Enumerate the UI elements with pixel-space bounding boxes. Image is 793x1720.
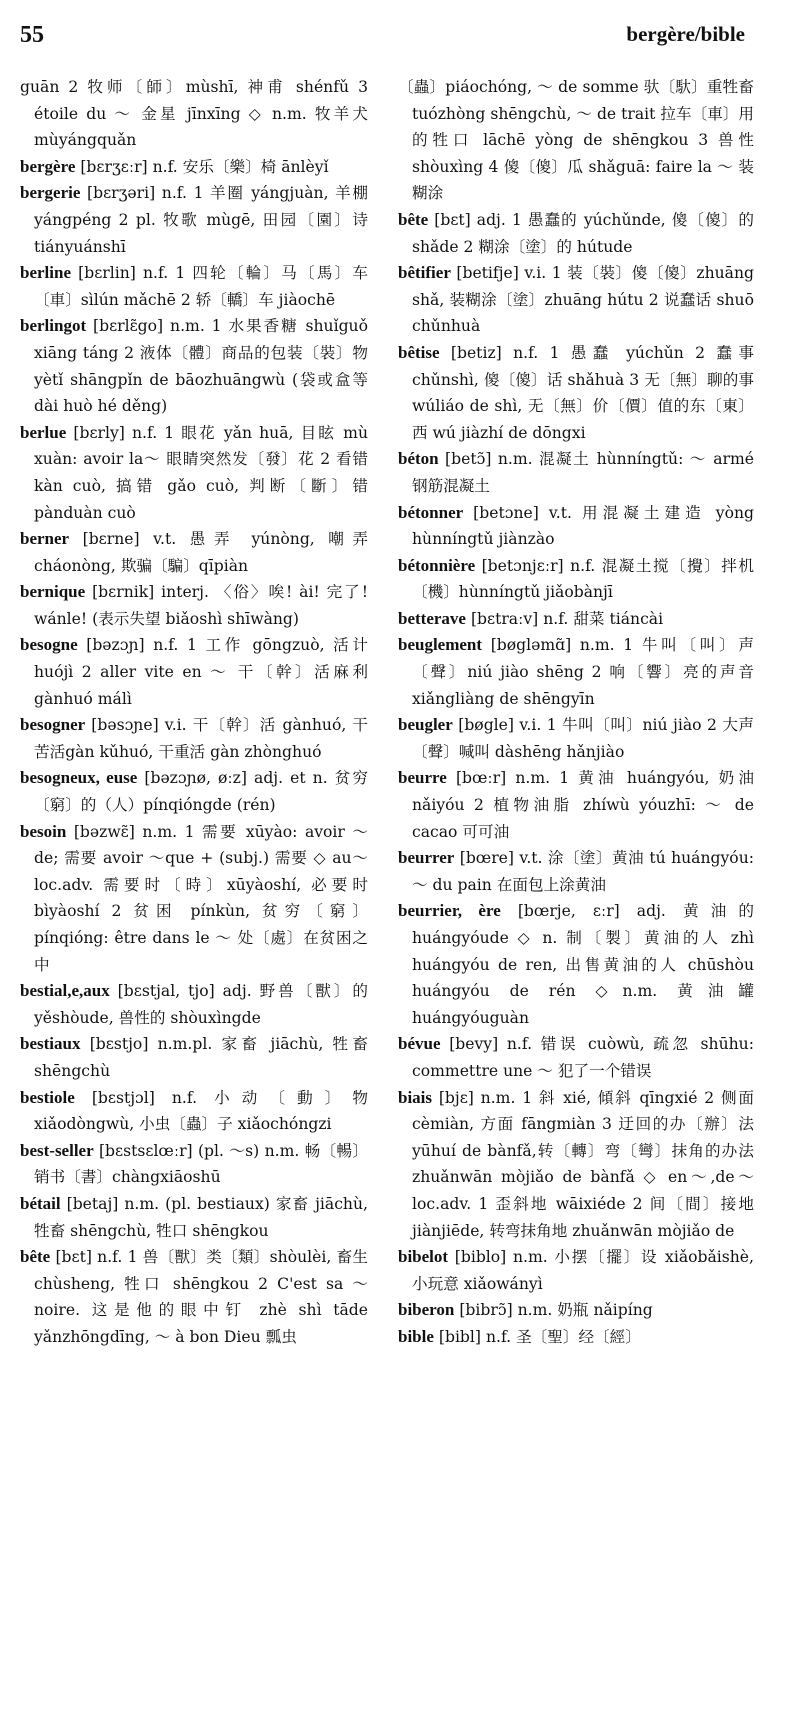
entry-definition: [bɛt] n.f. 1 兽〔獸〕类〔類〕shòulèi, 畜生 chùsheng, 牲口 shēngkou 2 C'est sa ～ noire. 这是他的眼中钉 zhè shì tāde yǎnzhōngdīng, ～ à bon Dieu 瓢虫: [34, 1248, 368, 1346]
headword: beurre: [398, 768, 447, 788]
dictionary-entry: [398, 1244, 754, 1297]
dictionary-entry: [398, 446, 754, 499]
headword: beugler: [398, 715, 453, 735]
dictionary-entry: [398, 712, 754, 765]
headword: best-seller: [20, 1140, 94, 1160]
dictionary-entry: [20, 632, 368, 712]
entry-definition: [bɛstjo] n.m.pl. 家畜 jiāchù, 牲畜 shēngchù: [34, 1035, 368, 1080]
dictionary-entry: [398, 500, 754, 553]
headword: besogne: [20, 635, 78, 655]
dictionary-entry: [398, 1297, 754, 1324]
dictionary-entry: [20, 154, 368, 181]
entry-definition: guān 2 牧师〔師〕mùshī, 神甫 shénfǔ 3 étoile du ～ 金星 jīnxīng ◇ n.m. 牧羊犬 mùyángquǎn: [20, 78, 368, 150]
dictionary-entry: [398, 340, 754, 446]
page-header: [0, 0, 793, 60]
dictionary-entry: [398, 207, 754, 260]
entry-definition: [bɛt] adj. 1 愚蠢的 yúchǔnde, 傻〔傻〕的 shǎde 2 糊涂〔塗〕的 hútude: [412, 210, 754, 256]
headword: bétonnière: [398, 555, 476, 575]
dictionary-entry: [20, 526, 368, 579]
dictionary-entry: [398, 553, 754, 606]
headword: bêtifier: [398, 263, 451, 283]
page-number: 55: [20, 22, 44, 48]
dictionary-entry: [20, 712, 368, 765]
entry-definition: [bœre] v.t. 涂〔塗〕黄油 tú huángyóu:～ du pain 在面包上涂黄油: [412, 849, 754, 894]
dictionary-entry: [20, 260, 368, 313]
entry-definition: [bɛrlɛ̃go] n.m. 1 水果香糖 shuǐguǒ xiāng táng 2 液体〔體〕商品的包装〔裝〕物 yètǐ shāngpǐn de bāozhuāngwù (袋或盒等 dài huò hé děng): [34, 317, 368, 416]
dictionary-entry: [398, 845, 754, 898]
entry-definition: [bɛrʒəri] n.f. 1 羊圈 yángjuàn, 羊棚 yángpéng 2 pl. 牧歌 mùgē, 田园〔園〕诗 tiányuánshī: [34, 184, 368, 256]
entry-definition: 〔蟲〕piáochóng, ～ de somme 驮〔馱〕重牲畜 tuózhòng shēngchù, ～ de trait 拉车〔車〕用的牲口 lāchē yòng de shēngkou 3 兽性 shòuxìng 4 傻〔傻〕瓜 shǎguā: faire la ～ 装糊涂: [398, 78, 754, 203]
headword: bible: [398, 1326, 434, 1346]
running-head: bergère/bible: [626, 22, 745, 46]
entry-definition: [bjɛ] n.m. 1 斜 xié, 傾斜 qīngxié 2 侧面 cèmiàn, 方面 fāngmiàn 3 迂回的办〔辦〕法 yūhuí de bànfǎ,转〔轉〕弯〔彎〕抹角的办法 zhuǎnwān mòjiǎo de bànfǎ ◇ en～,de～ loc.adv. 1 歪斜地 wāixiéde 2 间〔間〕接地 jiànjiēde, 转弯抹角地 zhuǎnwān mòjiǎo de: [412, 1088, 754, 1240]
entry-definition: [betiz] n.f. 1 愚蠢 yúchǔn 2 蠢事 chǔnshì, 傻〔傻〕话 shǎhuà 3 无〔無〕聊的事 wúliáo de shì, 无〔無〕价〔價〕值的东〔東〕西 wú jiàzhí de dōngxi: [412, 343, 754, 442]
headword: biberon: [398, 1300, 455, 1320]
entry-definition: [betɔne] v.t. 用混凝土建造 yòng hùnníngtǔ jiànzào: [412, 503, 754, 549]
headword: bétonner: [398, 502, 464, 522]
entry-definition: [bəzɔɲø, øːz] adj. et n. 贫穷〔窮〕的（人）pínqióngde (rén): [34, 769, 368, 815]
headword: bête: [20, 1247, 51, 1267]
dictionary-entry: [20, 978, 368, 1031]
dictionary-entry: [20, 313, 368, 419]
dictionary-entry: [398, 606, 754, 633]
headword: berlue: [20, 422, 67, 442]
entry-definition: [bəzwɛ̃] n.m. 1 需要 xūyào: avoir ～ de; 需要 avoir ～que + (subj.) 需要 ◇ au～ loc.adv. 需要时〔時〕xūyàoshí, 必要时 bìyàoshí 2 贫困 pínkùn, 贫穷〔窮〕pínqióng: être dans le ～ 处〔處〕在贫困之中: [34, 822, 368, 974]
headword: berner: [20, 529, 70, 549]
entry-definition: [bɛrne] v.t. 愚弄 yúnòng, 嘲弄 cháonòng, 欺骗〔騙〕qīpiàn: [34, 530, 368, 575]
entry-definition: [bøgle] v.i. 1 牛叫〔叫〕niú jiào 2 大声〔聲〕喊叫 dàshēng hǎnjiào: [412, 716, 754, 761]
headword: bête: [398, 209, 429, 229]
entry-definition: [bœrje, ɛːr] adj. 黄油的 huángyóude ◇ n. 制〔製〕黄油的人 zhì huángyóu de ren, 出售黄油的人 chūshòu huángyóu de rén ◇n.m. 黄油罐 huángyóuguàn: [412, 902, 754, 1027]
entry-definition: [bɛrnik] interj. 〈俗〉唉! ài! 完了! wánle! (表示失望 biǎoshì shīwàng): [34, 583, 368, 628]
dictionary-entry: [398, 1031, 754, 1084]
right-column: [398, 74, 754, 1714]
headword: berlingot: [20, 316, 87, 336]
headword: bergère: [20, 156, 76, 176]
entry-definition: [bɛstjal, tjo] adj. 野兽〔獸〕的 yěshòude, 兽性的 shòuxìngde: [34, 982, 368, 1027]
left-column: [20, 74, 368, 1714]
dictionary-entry: [20, 420, 368, 526]
headword: betterave: [398, 608, 466, 628]
headword: bêtise: [398, 342, 440, 362]
dictionary-entry: [398, 765, 754, 845]
entry-definition: [bɛstjɔl] n.f. 小动〔動〕物 xiǎodòngwù, 小虫〔蟲〕子 xiǎochóngzi: [34, 1088, 368, 1134]
headword: bergerie: [20, 183, 81, 203]
headword: bibelot: [398, 1247, 449, 1267]
headword: bévue: [398, 1034, 441, 1054]
entry-definition: [bɛrʒɛːr] n.f. 安乐〔樂〕椅 ānlèyǐ: [80, 157, 329, 176]
dictionary-entry: [20, 1138, 368, 1191]
entry-definition: [bɛrlin] n.f. 1 四轮〔輪〕马〔馬〕车〔車〕sìlún mǎchē 2 轿〔轎〕车 jiàochē: [34, 264, 368, 309]
dictionary-entry: [20, 180, 368, 260]
dictionary-entry: [20, 1191, 368, 1244]
headword: besogner: [20, 715, 86, 735]
headword: bernique: [20, 582, 86, 602]
dictionary-entry: [20, 819, 368, 979]
entry-definition: [bɛstsɛlœːr] (pl. ～s) n.m. 畅〔暢〕销书〔書〕chàngxiāoshū: [34, 1141, 368, 1187]
headword: beurrer: [398, 848, 455, 868]
entry-definition: [bəsɔɲe] v.i. 干〔幹〕活 gànhuó, 干苦活gàn kǔhuó, 干重活 gàn zhònghuó: [34, 716, 368, 761]
dictionary-entry: [20, 579, 368, 632]
entry-definition: [bœːr] n.m. 1 黄油 huángyóu, 奶油 nǎiyóu 2 植物油脂 zhíwù yóuzhī: ～ de cacao 可可油: [412, 769, 754, 841]
dictionary-entry: [398, 260, 754, 340]
entry-definition: [bevy] n.f. 错误 cuòwù, 疏忽 shūhu: commettre une ～ 犯了一个错误: [412, 1035, 754, 1080]
dictionary-entry: [398, 74, 754, 207]
headword: béton: [398, 449, 439, 469]
headword: bétail: [20, 1193, 61, 1213]
headword: besoin: [20, 821, 67, 841]
headword: bestiole: [20, 1087, 75, 1107]
dictionary-entry: [398, 1085, 754, 1245]
entry-definition: [bəzɔɲ] n.f. 1 工作 gōngzuò, 活计 huójì 2 aller vite en ～ 干〔幹〕活麻利 gànhuó málì: [34, 636, 368, 708]
headword: beuglement: [398, 635, 483, 655]
dictionary-entry: [20, 1244, 368, 1350]
dictionary-entry: [398, 898, 754, 1031]
headword: berline: [20, 263, 71, 283]
headword: bestial,e,aux: [20, 981, 110, 1001]
entry-definition: [bibl] n.f. 圣〔聖〕经〔經〕: [438, 1327, 641, 1346]
headword: bestiaux: [20, 1034, 81, 1054]
entry-definition: [bøgləmɑ̃] n.m. 1 牛叫〔叫〕声〔聲〕niú jiào shēng 2 响〔響〕亮的声音 xiǎngliàng de shēngyīn: [412, 636, 754, 708]
dictionary-entry: [398, 632, 754, 712]
entry-definition: [betɔ̃] n.m. 混凝土 hùnníngtǔ: ～ armé 钢筋混凝土: [412, 450, 754, 495]
dictionary-entry: [20, 765, 368, 818]
dictionary-entry: [20, 74, 368, 154]
entry-definition: [betifje] v.i. 1 装〔裝〕傻〔傻〕zhuāng shǎ, 装糊涂〔塗〕zhuāng hútu 2 说蠢话 shuō chǔnhuà: [412, 264, 754, 336]
headword: biais: [398, 1087, 433, 1107]
dictionary-entry: [398, 1324, 754, 1351]
dictionary-entry: [20, 1085, 368, 1138]
entry-definition: [bɛtraːv] n.f. 甜菜 tiáncài: [470, 609, 664, 628]
entry-definition: [bibrɔ̃] n.m. 奶瓶 nǎipíng: [459, 1301, 653, 1320]
headword: besogneux, euse: [20, 768, 138, 788]
dictionary-entry: [20, 1031, 368, 1084]
entry-definition: [bɛrly] n.f. 1 眼花 yǎn huā, 目眩 mù xuàn: avoir la～ 眼睛突然发〔發〕花 2 看错 kàn cuò, 搞错 gǎo cuò, 判断〔斷〕错 pànduàn cuò: [34, 423, 368, 522]
entry-definition: [betɔnjɛːr] n.f. 混凝土搅〔攪〕拌机〔機〕hùnníngtǔ jiǎobànjī: [412, 556, 754, 602]
headword: beurrier, ère: [398, 901, 501, 921]
entry-definition: [biblo] n.m. 小摆〔擺〕设 xiǎobǎishè, 小玩意 xiǎowányì: [412, 1248, 754, 1293]
entry-definition: [betaj] n.m. (pl. bestiaux) 家畜 jiāchù, 牲畜 shēngchù, 牲口 shēngkou: [34, 1194, 368, 1240]
